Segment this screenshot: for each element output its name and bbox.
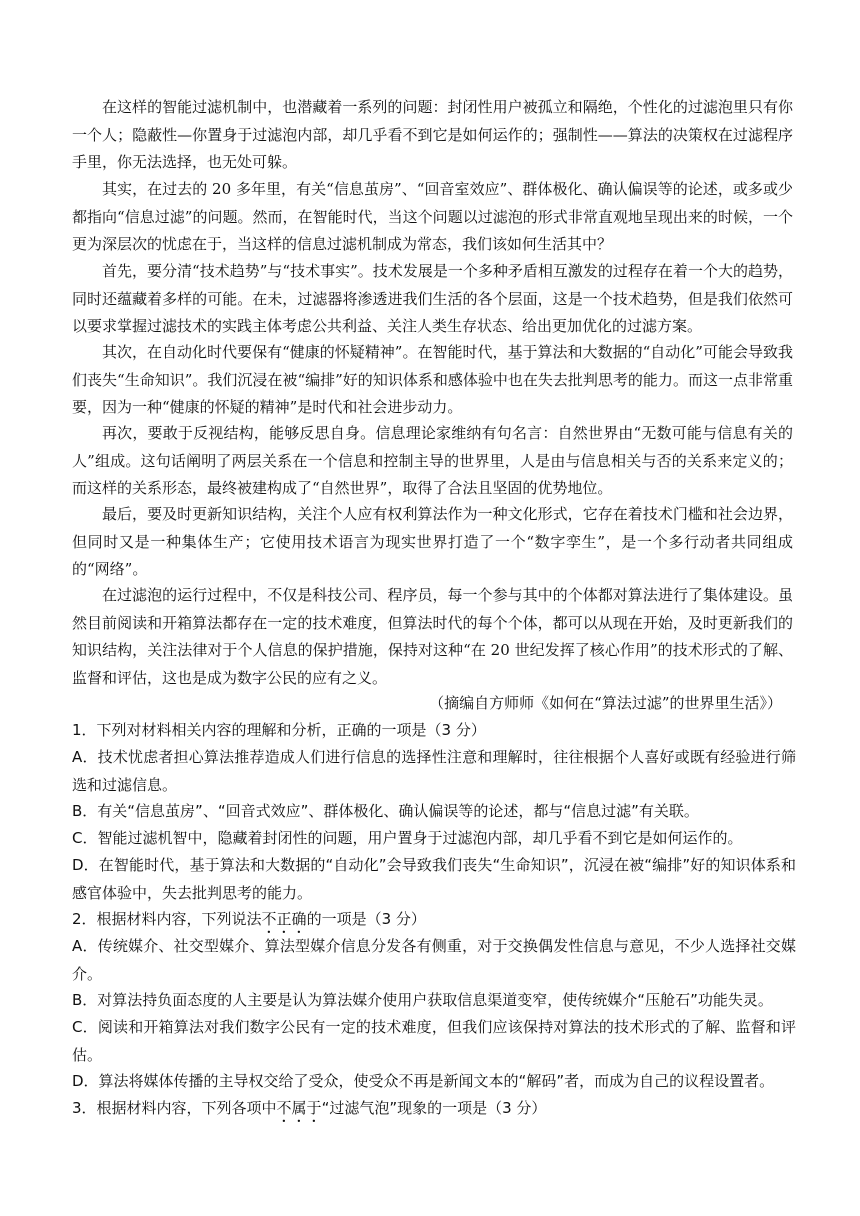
question-1-option-a: A．技术忧虑者担心算法推荐造成人们进行信息的选择性注意和理解时，往往根据个人喜好或既有经验进行筛选和过滤信息。 bbox=[72, 748, 796, 794]
article-paragraph-1: 在这样的智能过滤机制中，也潜藏着一系列的问题：封闭性用户被孤立和隔绝，个性化的过滤泡里只有你一个人；隐蔽性—你置身于过滤泡内部，却几乎看不到它是如何运作的；强制性——算法的决策权在过滤程序手里，你无法选择，也无处可躲。 bbox=[72, 98, 793, 171]
question-1-option-d: D．在智能时代，基于算法和大数据的“自动化”会导致我们丧失“生命知识”，沉浸在被“编排”好的知识体系和感官体验中，失去批判思考的能力。 bbox=[72, 856, 796, 902]
question-1-option-c: C．智能过滤机智中，隐藏着封闭性的问题，用户置身于过滤泡内部，却几乎看不到它是如何运作的。 bbox=[72, 829, 743, 847]
article-paragraph-2: 其实，在过去的 20 多年里，有关“信息茧房”、“回音室效应”、群体极化、确认偏误等的论述，或多或少都指向“信息过滤”的问题。然而，在智能时代，当这个问题以过滤泡的形式非常直观地呈现出来的时候，一个更为深层次的忧虑在于，当这样的信息过滤机制成为常态，我们该如何生活其中？ bbox=[72, 180, 793, 253]
article-paragraph-7: 在过滤泡的运行过程中，不仅是科技公司、程序员，每一个参与其中的个体都对算法进行了集体建设。虽然目前阅读和开箱算法都存在一定的技术难度，但算法时代的每个个体，都可以从现在开始，及时更新我们的知识结构，关注法律对于个人信息的保护措施，保持对这种“在 20 世纪发挥了核心作用”的技术形式的了解、监督和评估，这也是成为数字公民的应有之义。 bbox=[72, 586, 793, 687]
article-paragraph-6: 最后，要及时更新知识结构，关注个人应有权利算法作为一种文化形式，它存在着技术门槛和社会边界，但同时又是一种集体生产；它使用技术语言为现实世界打造了一个“数字孪生”，是一个多行动者共同组成的“网络”。 bbox=[72, 505, 793, 578]
question-3-emphasis: 不属于 bbox=[276, 1099, 322, 1117]
question-2-stem-prefix: 2．根据材料内容，下列说法 bbox=[72, 910, 262, 928]
question-2-emphasis: 不正确 bbox=[261, 910, 307, 928]
question-3-stem-suffix: “过滤气泡”现象的一项是（3 分） bbox=[321, 1099, 547, 1117]
question-3-stem bbox=[72, 1095, 796, 1126]
question-2-stem-suffix: 的一项是（3 分） bbox=[306, 910, 426, 928]
question-2-option-a: A．传统媒介、社交型媒介、算法型媒介信息分发各有侧重，对于交换偶发性信息与意见，不少人选择社交媒介。 bbox=[72, 937, 796, 983]
article-paragraph-5: 再次，要敢于反视结构，能够反思自身。信息理论家维纳有句名言：自然世界由“无数可能与信息有关的人”组成。这句话阐明了两层关系在一个信息和控制主导的世界里，人是由与信息相关与否的关系来定义的；而这样的关系形态，最终被建构成了“自然世界”，取得了合法且坚固的优势地位。 bbox=[72, 424, 793, 497]
question-3-stem-prefix: 3．根据材料内容，下列各项中 bbox=[72, 1099, 277, 1117]
question-2-option-c: C．阅读和开箱算法对我们数字公民有一定的技术难度，但我们应该保持对算法的技术形式的了解、监督和评估。 bbox=[72, 1018, 796, 1064]
question-2-option-d: D．算法将媒体传播的主导权交给了受众，使受众不再是新闻文本的“解码”者，而成为自己的议程设置者。 bbox=[72, 1072, 775, 1090]
article-paragraph-3: 首先，要分清“技术趋势”与“技术事实”。技术发展是一个多种矛盾相互激发的过程存在着一个大的趋势，同时还蕴藏着多样的可能。在未，过滤器将渗透进我们生活的各个层面，这是一个技术趋势，但是我们依然可以要求掌握过滤技术的实践主体考虑公共利益、关注人类生存状态、给出更加优化的过滤方案。 bbox=[72, 262, 793, 335]
question-1-option-b: B．有关“信息茧房”、“回音式效应”、群体极化、确认偏误等的论述，都与“信息过滤”有关联。 bbox=[72, 802, 699, 820]
question-1-stem: 1．下列对材料相关内容的理解和分析，正确的一项是（3 分） bbox=[72, 721, 486, 739]
question-2-option-b: B．对算法持负面态度的人主要是认为算法媒介使用户获取信息渠道变窄，使传统媒介“压舱石”功能失灵。 bbox=[72, 991, 773, 1009]
article-paragraph-4: 其次，在自动化时代要保有“健康的怀疑精神”。在智能时代，基于算法和大数据的“自动化”可能会导致我们丧失“生命知识”。我们沉浸在被“编排”好的知识体系和感体验中也在失去批判思考的能力。而这一点非常重要，因为一种“健康的怀疑的精神”是时代和社会进步动力。 bbox=[72, 343, 793, 416]
article-citation: （摘编自方师师《如何在“算法过滤”的世界里生活》） bbox=[429, 694, 782, 712]
